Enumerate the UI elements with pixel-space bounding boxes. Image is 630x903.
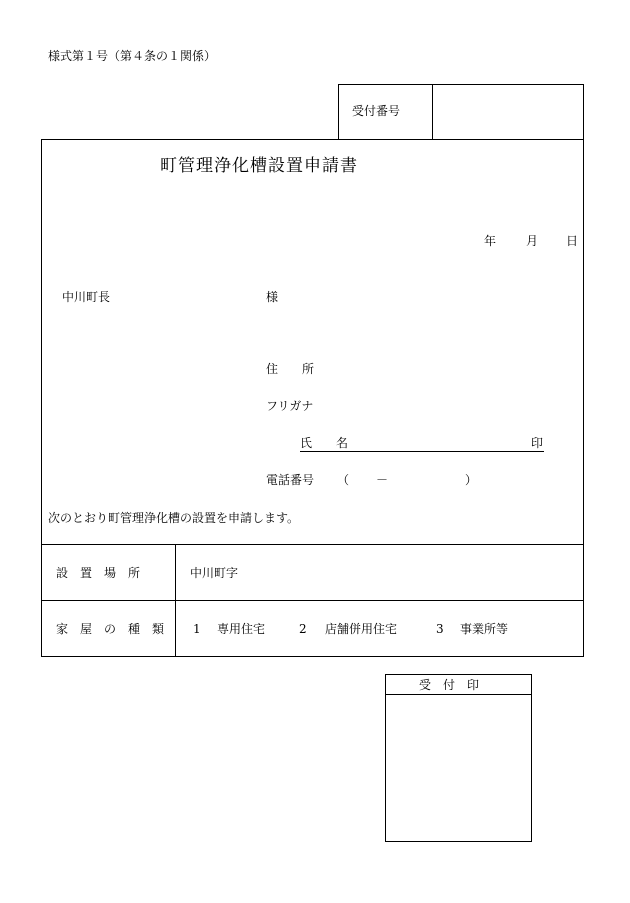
address-label: 住 所 [266,362,315,376]
date-day: 日 [566,234,579,248]
house-type-option-3[interactable]: 事業所等 [460,622,509,636]
receipt-number-field[interactable] [433,85,583,139]
name-underline [300,451,544,452]
house-type-option-3-num: 3 [436,622,444,636]
house-type-label: 家 屋 の 種 類 [56,622,165,636]
receipt-stamp-label: 受 付 印 [419,678,480,692]
statement-text: 次のとおり町管理浄化槽の設置を申請します。 [48,511,300,525]
receipt-number-box [338,84,584,140]
date-month: 月 [526,234,539,248]
address-field[interactable] [330,358,570,378]
name-field[interactable] [360,432,525,450]
furigana-field[interactable] [330,395,570,415]
name-label: 氏 名 [300,436,349,450]
location-label: 設 置 場 所 [56,566,141,580]
house-type-option-1[interactable]: 専用住宅 [217,622,266,636]
location-value[interactable]: 中川町字 [190,566,239,580]
receipt-stamp-box [385,674,532,842]
page-title: 町管理浄化槽設置申請書 [160,156,358,176]
phone-open-paren: （ [337,473,350,487]
receipt-stamp-area[interactable] [386,695,531,841]
house-type-option-1-num: 1 [193,622,201,636]
phone-label: 電話番号 [266,473,315,487]
receipt-number-label: 受付番号 [352,104,401,118]
seal-mark: 印 [531,436,544,450]
form-number: 様式第１号（第４条の１関係） [48,49,217,63]
house-type-option-2-num: 2 [299,622,307,636]
house-type-option-2[interactable]: 店舗併用住宅 [325,622,398,636]
phone-field[interactable] [350,470,462,488]
addressee-honorific: 様 [266,290,279,304]
phone-close-paren: ） [465,473,478,487]
addressee-name: 中川町長 [62,290,111,304]
date-year: 年 [484,234,497,248]
furigana-label: フリガナ [266,399,314,413]
phone-dash: － [376,473,389,487]
